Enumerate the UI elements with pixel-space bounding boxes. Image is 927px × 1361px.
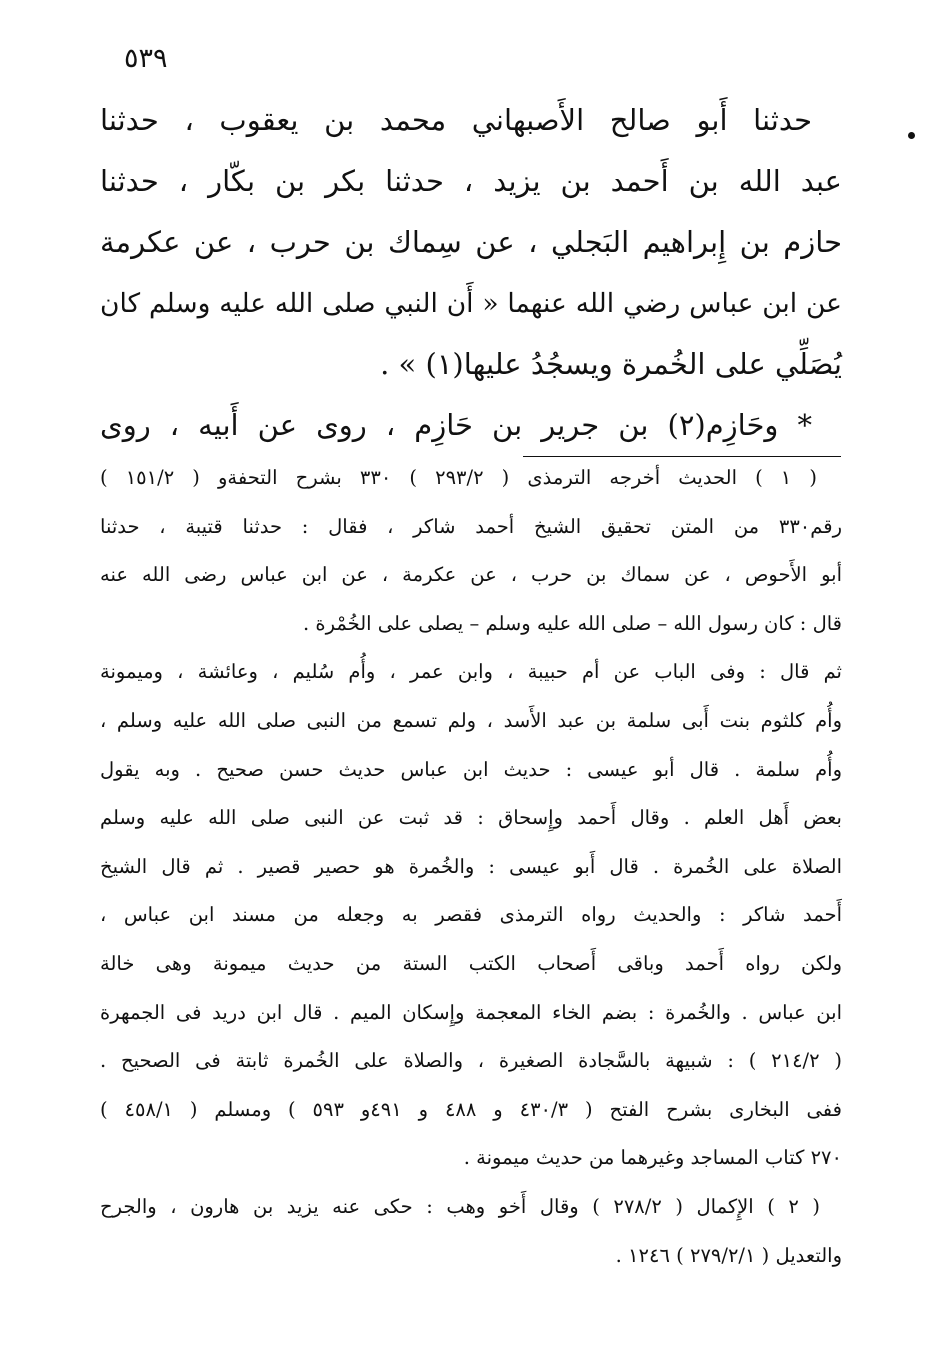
main-text [100,90,842,456]
footnote-line: ( ٢ ) الإِكمال ( ٢٧٨/٢ ) وقال أَخو وهب : حكى عنه يزيد بن هارون ، والجرح [100,1194,820,1218]
footnote-line: الصلاة على الخُمرة . قال أَبو عيسى : والخُمرة هو حصير قصير . ثم قال الشيخ [100,854,842,878]
footnote-line: ثم قال : وفى الباب عن أم حبيبة ، وابن عمر ، وأُم سُليم ، وعائشة ، وميمونة [100,660,842,684]
footnote-line: ابن عباس . والخُمرة : بضم الخاء المعجمة وإِسكان الميم . قال ابن دريد فى الجمهرة [100,1000,842,1024]
footnote-line: بعض أَهل العلم . وقال أَحمد وإِسحاق : قد ثبت عن النبى صلى الله عليه وسلم [100,806,842,830]
main-line: يُصَلِّي على الخُمرة ويسجُدُ عليها(١) » . [380,347,842,381]
page-number: ٥٣٩ [124,43,168,74]
footnote-line: ففى البخارى بشرح الفتح ( ٤٣٠/٣ و ٤٨٨ و ٤٩١و ٥٩٣ ) ومسلم ( ٤٥٨/١ ) [100,1097,842,1121]
footnote-line: أبو الأَحوص ، عن سماك بن حرب ، عن عكرمة ، عن ابن عباس رضى الله عنه [100,563,842,587]
main-line: * وحَازِم(٢) بن جرير بن حَازِم ، روى عن أَبيه ، روى [100,408,812,442]
footnotes [100,454,842,1280]
footnote-line: ٢٧٠ كتاب المساجد وغيرهما من حديث ميمونة . [463,1146,842,1170]
footnote-line: ولكن رواه أَحمد وباقى أَصحاب الكتب الستة من حديث ميمونة وهى خالة [100,951,842,975]
margin-dot [908,132,915,139]
footnote-line: وأُم سلمة . قال أبو عيسى : حديث ابن عباس حديث حسن صحيح . وبه يقول [100,757,842,781]
footnote-line: رقم٣٣٠ من المتن تحقيق الشيخ أحمد شاكر ، فقال : حدثنا قتيبة ، حدثنا [100,514,842,538]
footnote-line: أَحمد شاكر : والحديث رواه الترمذى فقصر به وجعله من مسند ابن عباس ، [100,903,842,927]
main-line: حازم بن إِبراهيم البَجلي ، عن سِماك بن حرب ، عن عكرمة [100,225,842,259]
footnote-line: ( ٢١٤/٢ ) : شبيهة بالسَّجادة الصغيرة ، والصلاة على الخُمرة ثابتة فى الصحيح . [100,1049,842,1073]
footnote-line: قال : كان رسول الله – صلى الله عليه وسلم – يصلى على الخُمْرة . [302,611,842,635]
footnote-line: وأُم كلثوم بنت أَبى سلمة بن عبد الأَسد ، ولم تسمع من النبى صلى الله عليه وسلم ، [100,708,842,732]
footnote-line: والتعديل ( ٢٧٩/٢/١ ) ١٢٤٦ . [615,1243,842,1267]
main-line: حدثنا أَبو صالح الأَصبهاني محمد بن يعقوب ، حدثنا [100,103,812,137]
main-line: عبد الله بن أَحمد بن يزيد ، حدثنا بكر بن بكّار ، حدثنا [100,164,842,198]
footnote-line: ( ١ ) الحديث أخرجه الترمذى ( ٢٩٣/٢ ) ٣٣٠ بشرح التحفةو ( ١٥١/٢ ) [100,466,817,489]
main-line: عن ابن عباس رضي الله عنهما « أَن النبي صلى الله عليه وسلم كان [100,288,842,319]
